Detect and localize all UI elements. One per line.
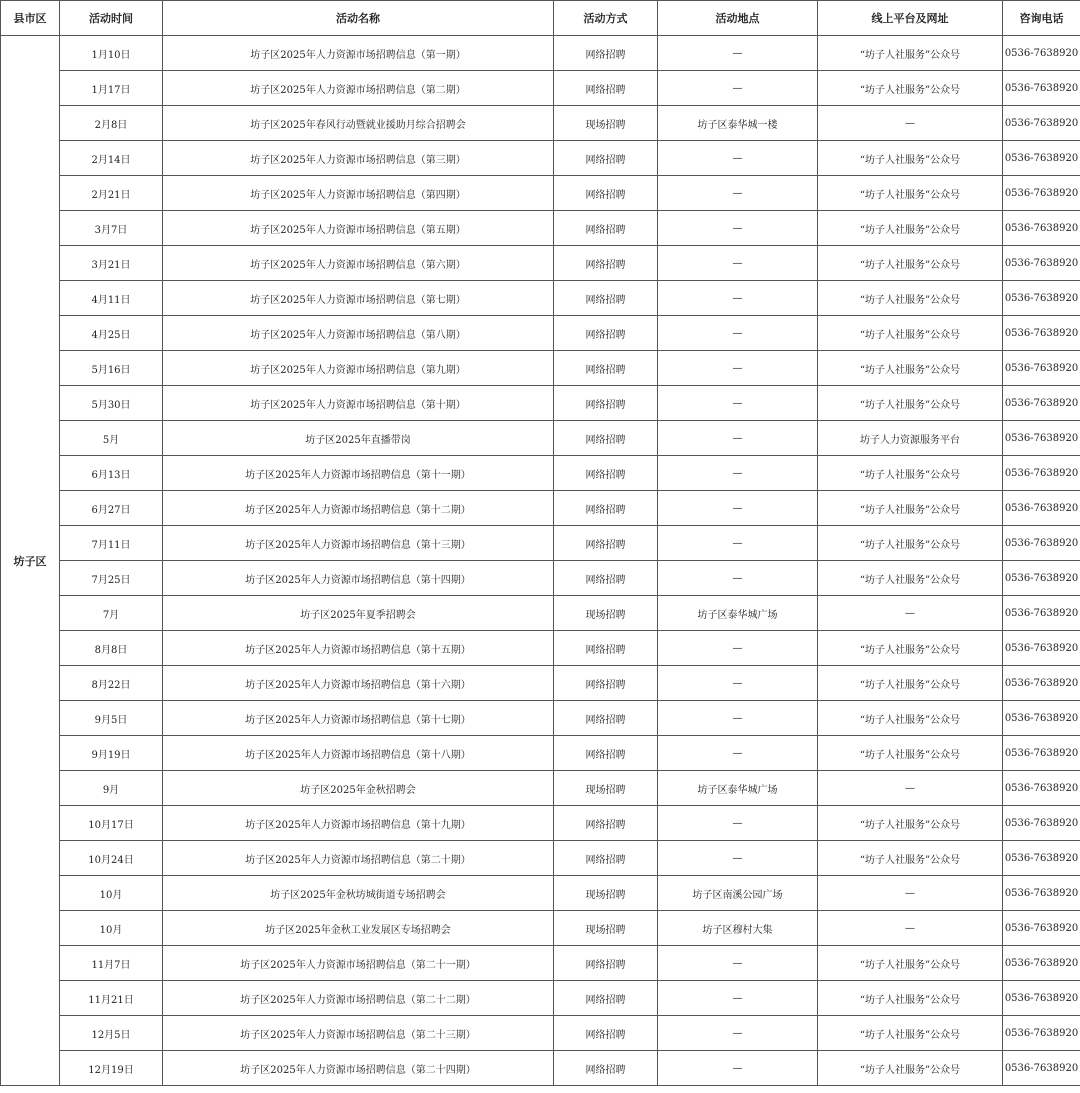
- cell-platform: “坊子人社服务”公众号: [818, 316, 1003, 351]
- cell-time: 9月19日: [60, 736, 163, 771]
- cell-location: 坊子区泰华城广场: [658, 771, 818, 806]
- cell-activity-name: 坊子区2025年人力资源市场招聘信息（第五期）: [163, 211, 554, 246]
- cell-location: 坊子区南溪公园广场: [658, 876, 818, 911]
- table-row: [1, 421, 1080, 456]
- table-row: [1, 666, 1080, 701]
- cell-platform: —: [818, 596, 1003, 631]
- cell-phone: 0536-7638920: [1003, 456, 1080, 491]
- cell-method: 网络招聘: [554, 841, 658, 876]
- cell-method: 网络招聘: [554, 981, 658, 1016]
- cell-phone: 0536-7638920: [1003, 771, 1080, 806]
- cell-time: 4月11日: [60, 281, 163, 316]
- cell-platform: “坊子人社服务”公众号: [818, 211, 1003, 246]
- cell-time: 5月30日: [60, 386, 163, 421]
- cell-location: —: [658, 561, 818, 596]
- header-row: [1, 1, 1080, 36]
- cell-time: 9月: [60, 771, 163, 806]
- cell-platform: “坊子人社服务”公众号: [818, 561, 1003, 596]
- cell-time: 2月14日: [60, 141, 163, 176]
- cell-location: 坊子区穆村大集: [658, 911, 818, 946]
- cell-method: 网络招聘: [554, 1051, 658, 1086]
- cell-phone: 0536-7638920: [1003, 596, 1080, 631]
- cell-phone: 0536-7638920: [1003, 246, 1080, 281]
- cell-phone: 0536-7638920: [1003, 71, 1080, 106]
- cell-location: 坊子区泰华城广场: [658, 596, 818, 631]
- table-row: [1, 561, 1080, 596]
- table-row: [1, 911, 1080, 946]
- cell-activity-name: 坊子区2025年人力资源市场招聘信息（第十七期）: [163, 701, 554, 736]
- cell-location: —: [658, 701, 818, 736]
- header-platform: 线上平台及网址: [818, 1, 1003, 36]
- cell-time: 10月: [60, 876, 163, 911]
- table-row: [1, 596, 1080, 631]
- cell-activity-name: 坊子区2025年金秋招聘会: [163, 771, 554, 806]
- cell-location: —: [658, 946, 818, 981]
- cell-activity-name: 坊子区2025年人力资源市场招聘信息（第二十二期）: [163, 981, 554, 1016]
- cell-platform: “坊子人社服务”公众号: [818, 141, 1003, 176]
- cell-time: 5月16日: [60, 351, 163, 386]
- cell-phone: 0536-7638920: [1003, 666, 1080, 701]
- cell-location: —: [658, 71, 818, 106]
- cell-method: 网络招聘: [554, 456, 658, 491]
- cell-time: 2月8日: [60, 106, 163, 141]
- cell-location: —: [658, 36, 818, 71]
- cell-location: —: [658, 141, 818, 176]
- cell-platform: “坊子人社服务”公众号: [818, 841, 1003, 876]
- table-row: [1, 491, 1080, 526]
- cell-location: —: [658, 281, 818, 316]
- cell-phone: 0536-7638920: [1003, 631, 1080, 666]
- cell-activity-name: 坊子区2025年直播带岗: [163, 421, 554, 456]
- cell-location: —: [658, 631, 818, 666]
- cell-activity-name: 坊子区2025年春风行动暨就业援助月综合招聘会: [163, 106, 554, 141]
- cell-phone: 0536-7638920: [1003, 281, 1080, 316]
- table-row: [1, 771, 1080, 806]
- cell-location: 坊子区泰华城一楼: [658, 106, 818, 141]
- table-row: [1, 841, 1080, 876]
- cell-location: —: [658, 351, 818, 386]
- cell-method: 网络招聘: [554, 71, 658, 106]
- cell-phone: 0536-7638920: [1003, 841, 1080, 876]
- cell-location: —: [658, 316, 818, 351]
- table-row: [1, 211, 1080, 246]
- cell-phone: 0536-7638920: [1003, 386, 1080, 421]
- cell-platform: “坊子人社服务”公众号: [818, 1016, 1003, 1051]
- cell-activity-name: 坊子区2025年人力资源市场招聘信息（第十四期）: [163, 561, 554, 596]
- cell-phone: 0536-7638920: [1003, 911, 1080, 946]
- cell-time: 1月17日: [60, 71, 163, 106]
- cell-method: 现场招聘: [554, 911, 658, 946]
- cell-platform: “坊子人社服务”公众号: [818, 526, 1003, 561]
- cell-platform: “坊子人社服务”公众号: [818, 631, 1003, 666]
- cell-method: 网络招聘: [554, 736, 658, 771]
- table-row: [1, 806, 1080, 841]
- cell-method: 网络招聘: [554, 526, 658, 561]
- cell-activity-name: 坊子区2025年人力资源市场招聘信息（第十期）: [163, 386, 554, 421]
- cell-method: 网络招聘: [554, 806, 658, 841]
- header-district: 县市区: [1, 1, 60, 36]
- cell-phone: 0536-7638920: [1003, 141, 1080, 176]
- cell-location: —: [658, 246, 818, 281]
- cell-activity-name: 坊子区2025年人力资源市场招聘信息（第二十一期）: [163, 946, 554, 981]
- cell-method: 网络招聘: [554, 281, 658, 316]
- cell-location: —: [658, 1051, 818, 1086]
- cell-time: 6月27日: [60, 491, 163, 526]
- cell-location: —: [658, 211, 818, 246]
- cell-activity-name: 坊子区2025年金秋坊城街道专场招聘会: [163, 876, 554, 911]
- cell-phone: 0536-7638920: [1003, 106, 1080, 141]
- cell-method: 网络招聘: [554, 211, 658, 246]
- cell-time: 7月: [60, 596, 163, 631]
- cell-method: 现场招聘: [554, 771, 658, 806]
- cell-phone: 0536-7638920: [1003, 946, 1080, 981]
- cell-platform: “坊子人社服务”公众号: [818, 981, 1003, 1016]
- table-body: [1, 36, 1080, 1086]
- cell-location: —: [658, 421, 818, 456]
- cell-method: 网络招聘: [554, 1016, 658, 1051]
- cell-platform: “坊子人社服务”公众号: [818, 1051, 1003, 1086]
- cell-time: 11月7日: [60, 946, 163, 981]
- cell-method: 网络招聘: [554, 36, 658, 71]
- cell-time: 3月7日: [60, 211, 163, 246]
- cell-activity-name: 坊子区2025年人力资源市场招聘信息（第二期）: [163, 71, 554, 106]
- cell-method: 网络招聘: [554, 351, 658, 386]
- cell-platform: —: [818, 876, 1003, 911]
- cell-time: 6月13日: [60, 456, 163, 491]
- table-row: [1, 1051, 1080, 1086]
- cell-location: —: [658, 456, 818, 491]
- cell-location: —: [658, 736, 818, 771]
- cell-activity-name: 坊子区2025年人力资源市场招聘信息（第十八期）: [163, 736, 554, 771]
- table-row: [1, 701, 1080, 736]
- cell-platform: “坊子人社服务”公众号: [818, 351, 1003, 386]
- cell-method: 网络招聘: [554, 491, 658, 526]
- cell-method: 网络招聘: [554, 316, 658, 351]
- cell-phone: 0536-7638920: [1003, 1051, 1080, 1086]
- cell-platform: “坊子人社服务”公众号: [818, 176, 1003, 211]
- cell-activity-name: 坊子区2025年人力资源市场招聘信息（第二十四期）: [163, 1051, 554, 1086]
- cell-phone: 0536-7638920: [1003, 176, 1080, 211]
- cell-phone: 0536-7638920: [1003, 1016, 1080, 1051]
- cell-phone: 0536-7638920: [1003, 36, 1080, 71]
- cell-location: —: [658, 386, 818, 421]
- cell-time: 1月10日: [60, 36, 163, 71]
- cell-method: 网络招聘: [554, 701, 658, 736]
- cell-platform: “坊子人社服务”公众号: [818, 246, 1003, 281]
- table-row: [1, 281, 1080, 316]
- header-location: 活动地点: [658, 1, 818, 36]
- cell-time: 8月8日: [60, 631, 163, 666]
- cell-time: 2月21日: [60, 176, 163, 211]
- cell-method: 网络招聘: [554, 666, 658, 701]
- cell-platform: “坊子人社服务”公众号: [818, 666, 1003, 701]
- cell-time: 10月24日: [60, 841, 163, 876]
- cell-time: 12月5日: [60, 1016, 163, 1051]
- cell-activity-name: 坊子区2025年人力资源市场招聘信息（第一期）: [163, 36, 554, 71]
- cell-platform: “坊子人社服务”公众号: [818, 71, 1003, 106]
- cell-district: 坊子区: [1, 36, 60, 1086]
- cell-platform: —: [818, 771, 1003, 806]
- cell-platform: “坊子人社服务”公众号: [818, 456, 1003, 491]
- cell-activity-name: 坊子区2025年人力资源市场招聘信息（第十二期）: [163, 491, 554, 526]
- table-row: [1, 71, 1080, 106]
- table-row: [1, 526, 1080, 561]
- cell-method: 现场招聘: [554, 876, 658, 911]
- cell-activity-name: 坊子区2025年金秋工业发展区专场招聘会: [163, 911, 554, 946]
- header-phone: 咨询电话: [1003, 1, 1080, 36]
- cell-phone: 0536-7638920: [1003, 211, 1080, 246]
- cell-platform: “坊子人社服务”公众号: [818, 281, 1003, 316]
- cell-phone: 0536-7638920: [1003, 736, 1080, 771]
- table-row: [1, 386, 1080, 421]
- cell-platform: “坊子人社服务”公众号: [818, 946, 1003, 981]
- cell-activity-name: 坊子区2025年人力资源市场招聘信息（第十一期）: [163, 456, 554, 491]
- cell-time: 11月21日: [60, 981, 163, 1016]
- cell-phone: 0536-7638920: [1003, 421, 1080, 456]
- cell-location: —: [658, 981, 818, 1016]
- cell-time: 7月11日: [60, 526, 163, 561]
- cell-activity-name: 坊子区2025年人力资源市场招聘信息（第十三期）: [163, 526, 554, 561]
- cell-location: —: [658, 491, 818, 526]
- cell-activity-name: 坊子区2025年人力资源市场招聘信息（第十五期）: [163, 631, 554, 666]
- cell-time: 9月5日: [60, 701, 163, 736]
- table-row: [1, 876, 1080, 911]
- cell-activity-name: 坊子区2025年人力资源市场招聘信息（第六期）: [163, 246, 554, 281]
- table-row: [1, 351, 1080, 386]
- cell-platform: —: [818, 911, 1003, 946]
- table-row: [1, 106, 1080, 141]
- table-row: [1, 246, 1080, 281]
- cell-method: 网络招聘: [554, 946, 658, 981]
- cell-activity-name: 坊子区2025年人力资源市场招聘信息（第三期）: [163, 141, 554, 176]
- cell-activity-name: 坊子区2025年人力资源市场招聘信息（第八期）: [163, 316, 554, 351]
- cell-platform: “坊子人社服务”公众号: [818, 806, 1003, 841]
- table-row: [1, 316, 1080, 351]
- cell-phone: 0536-7638920: [1003, 491, 1080, 526]
- cell-method: 网络招聘: [554, 631, 658, 666]
- cell-time: 10月: [60, 911, 163, 946]
- table-row: [1, 36, 1080, 71]
- table-row: [1, 176, 1080, 211]
- table-row: [1, 631, 1080, 666]
- cell-method: 网络招聘: [554, 421, 658, 456]
- cell-location: —: [658, 806, 818, 841]
- cell-method: 网络招聘: [554, 561, 658, 596]
- cell-time: 7月25日: [60, 561, 163, 596]
- table-row: [1, 981, 1080, 1016]
- cell-time: 8月22日: [60, 666, 163, 701]
- cell-method: 网络招聘: [554, 141, 658, 176]
- cell-time: 4月25日: [60, 316, 163, 351]
- cell-location: —: [658, 526, 818, 561]
- cell-activity-name: 坊子区2025年人力资源市场招聘信息（第十九期）: [163, 806, 554, 841]
- cell-platform: “坊子人社服务”公众号: [818, 386, 1003, 421]
- cell-phone: 0536-7638920: [1003, 806, 1080, 841]
- cell-time: 5月: [60, 421, 163, 456]
- table-row: [1, 456, 1080, 491]
- cell-time: 12月19日: [60, 1051, 163, 1086]
- cell-method: 现场招聘: [554, 106, 658, 141]
- header-name: 活动名称: [163, 1, 554, 36]
- cell-platform: “坊子人社服务”公众号: [818, 736, 1003, 771]
- cell-method: 网络招聘: [554, 386, 658, 421]
- cell-location: —: [658, 176, 818, 211]
- cell-activity-name: 坊子区2025年人力资源市场招聘信息（第九期）: [163, 351, 554, 386]
- table-row: [1, 946, 1080, 981]
- cell-activity-name: 坊子区2025年人力资源市场招聘信息（第七期）: [163, 281, 554, 316]
- cell-phone: 0536-7638920: [1003, 876, 1080, 911]
- cell-activity-name: 坊子区2025年夏季招聘会: [163, 596, 554, 631]
- cell-platform: “坊子人社服务”公众号: [818, 36, 1003, 71]
- header-method: 活动方式: [554, 1, 658, 36]
- cell-method: 网络招聘: [554, 246, 658, 281]
- cell-location: —: [658, 1016, 818, 1051]
- cell-platform: “坊子人社服务”公众号: [818, 701, 1003, 736]
- cell-phone: 0536-7638920: [1003, 561, 1080, 596]
- cell-platform: —: [818, 106, 1003, 141]
- header-time: 活动时间: [60, 1, 163, 36]
- cell-phone: 0536-7638920: [1003, 526, 1080, 561]
- table-row: [1, 1016, 1080, 1051]
- cell-activity-name: 坊子区2025年人力资源市场招聘信息（第二十三期）: [163, 1016, 554, 1051]
- cell-platform: 坊子人力资源服务平台: [818, 421, 1003, 456]
- cell-phone: 0536-7638920: [1003, 981, 1080, 1016]
- cell-phone: 0536-7638920: [1003, 701, 1080, 736]
- cell-method: 网络招聘: [554, 176, 658, 211]
- cell-time: 10月17日: [60, 806, 163, 841]
- cell-location: —: [658, 841, 818, 876]
- cell-phone: 0536-7638920: [1003, 316, 1080, 351]
- cell-time: 3月21日: [60, 246, 163, 281]
- cell-phone: 0536-7638920: [1003, 351, 1080, 386]
- cell-activity-name: 坊子区2025年人力资源市场招聘信息（第四期）: [163, 176, 554, 211]
- table-row: [1, 736, 1080, 771]
- table-row: [1, 141, 1080, 176]
- cell-activity-name: 坊子区2025年人力资源市场招聘信息（第二十期）: [163, 841, 554, 876]
- cell-platform: “坊子人社服务”公众号: [818, 491, 1003, 526]
- cell-activity-name: 坊子区2025年人力资源市场招聘信息（第十六期）: [163, 666, 554, 701]
- cell-location: —: [658, 666, 818, 701]
- cell-method: 现场招聘: [554, 596, 658, 631]
